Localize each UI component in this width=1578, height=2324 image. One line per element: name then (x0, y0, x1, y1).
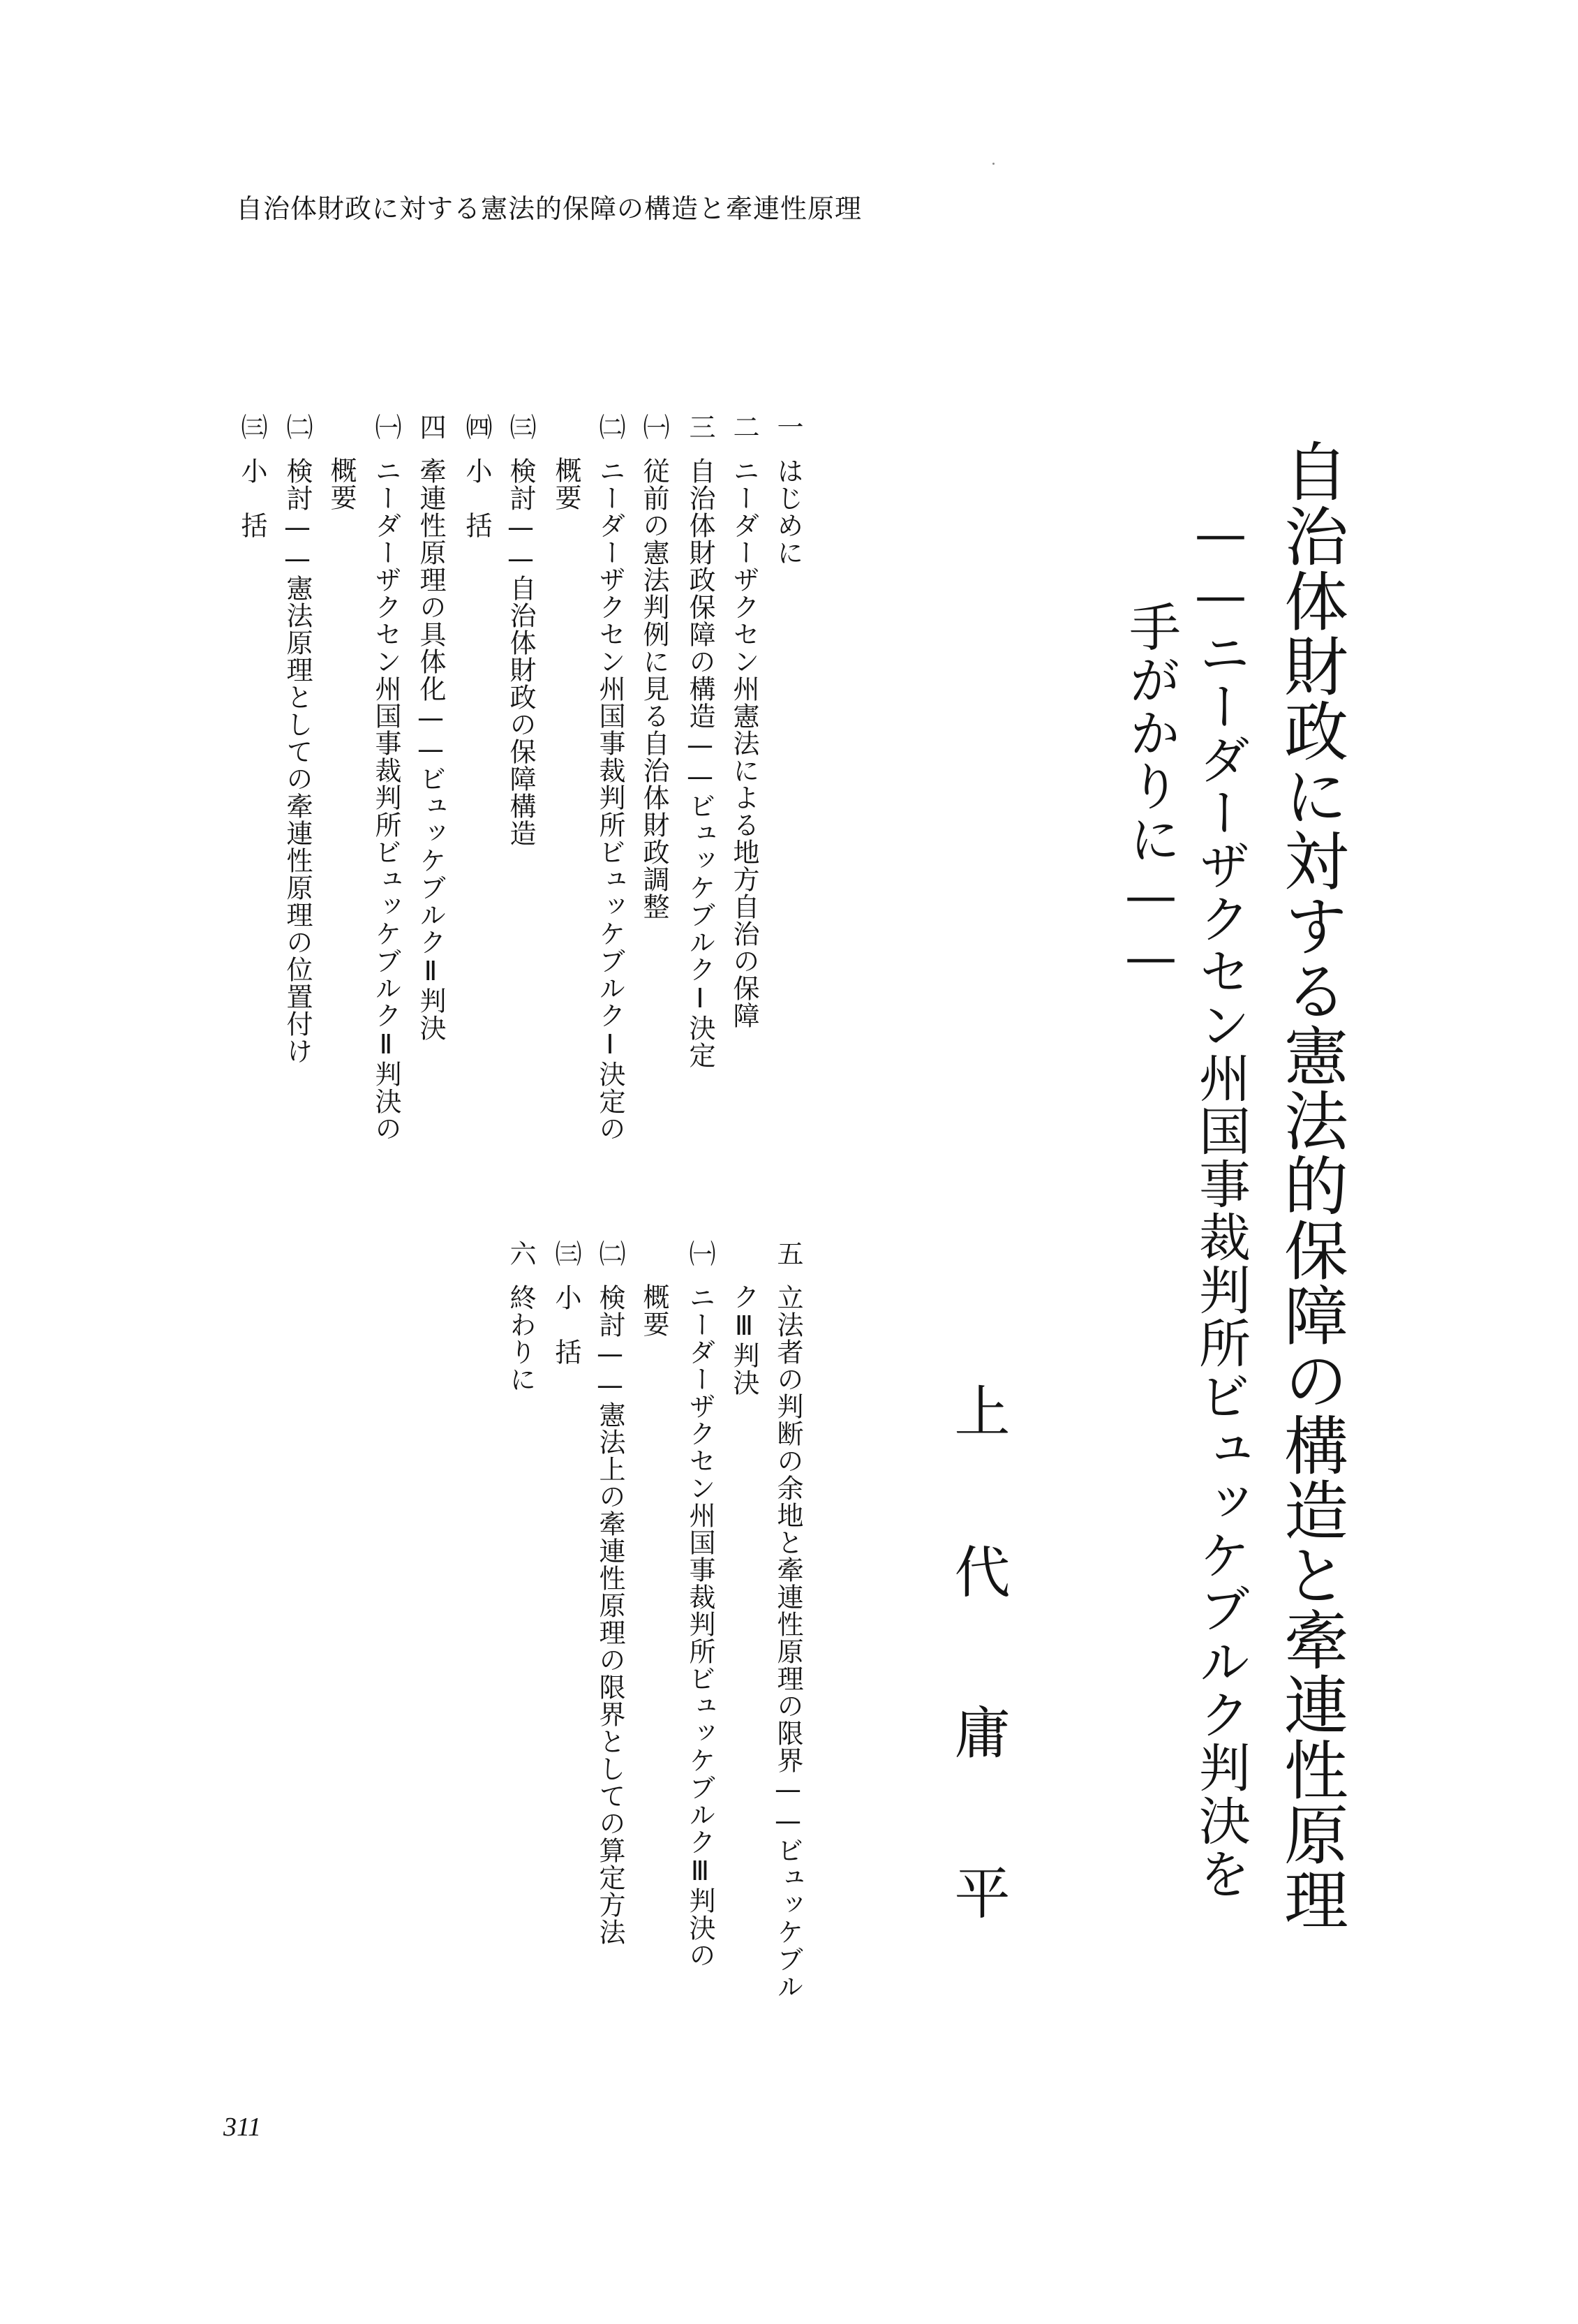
toc-text: 牽連性原理の具体化——ビュッケブルクⅡ判決 (415, 457, 446, 1042)
author-name: 上代庸平 (945, 1382, 1010, 2025)
toc-entry-4 (641, 413, 667, 920)
toc-number: ㈢ (237, 413, 267, 441)
toc-entry-11 (239, 413, 265, 539)
toc-text: ニーダーザクセン州国事裁判所ビュッケブルクⅠ決定の (595, 457, 625, 1142)
toc-number: ㈡ (595, 413, 625, 441)
toc-text: 検討——憲法原理としての牽連性原理の位置付け (282, 457, 313, 1065)
toc-text: クⅢ判決 (729, 1283, 759, 1396)
toc-text: 従前の憲法判例に見る自治体財政調整 (639, 457, 669, 920)
article-title: 自治体財政に対する憲法的保障の構造と牽連性原理 (1274, 438, 1348, 1932)
toc-entry-10 (284, 413, 311, 1065)
toc-entry-5-cont (553, 457, 579, 511)
toc-number: ㈠ (685, 1240, 715, 1267)
toc-entry-16 (507, 1240, 534, 1393)
toc-number: ㈢ (505, 413, 536, 441)
toc-number: 一 (773, 413, 803, 441)
toc-entry-13 (687, 1240, 713, 1969)
toc-text: 立法者の判断の余地と牽連性原理の限界——ビュッケブル (773, 1284, 803, 2000)
toc-number: ㈣ (461, 413, 492, 441)
toc-number: 四 (415, 413, 446, 441)
toc-text: 小 括 (461, 457, 492, 539)
toc-entry-12-cont (731, 1283, 757, 1396)
toc-text: 小 括 (237, 457, 267, 539)
toc-text: ニーダーザクセン州国事裁判所ビュッケブルクⅡ判決の (371, 457, 401, 1142)
toc-number: 三 (685, 413, 715, 441)
toc-entry-1 (775, 413, 801, 566)
toc-number: 五 (773, 1240, 803, 1267)
toc-text: 小 括 (551, 1284, 581, 1365)
page-number: 311 (223, 2112, 262, 2142)
toc-number: ㈡ (595, 1240, 625, 1267)
toc-entry-7 (463, 413, 490, 539)
toc-text: 概要 (551, 457, 581, 511)
toc-text: 概要 (326, 457, 357, 511)
toc-text: 検討——憲法上の牽連性原理の限界としての算定方法 (595, 1284, 625, 1946)
toc-number: ㈠ (371, 413, 401, 441)
toc-number: 六 (505, 1240, 536, 1267)
toc-number: ㈡ (282, 413, 313, 441)
toc-text: 終わりに (505, 1284, 536, 1393)
toc-text: 自治体財政保障の構造——ビュッケブルクⅠ決定 (685, 457, 715, 1069)
toc-entry-8 (417, 413, 444, 1042)
toc-entry-6 (507, 413, 534, 847)
toc-entry-14 (597, 1240, 623, 1946)
toc-text: ニーダーザクセン州国事裁判所ビュッケブルクⅢ判決の (685, 1284, 715, 1969)
toc-entry-13-cont (641, 1283, 667, 1338)
subtitle-line-2: 手がかりに—— (1121, 600, 1181, 989)
running-header: 自治体財政に対する憲法的保障の構造と牽連性原理 (236, 193, 863, 224)
toc-number: 二 (729, 413, 759, 441)
toc-number: ㈠ (639, 413, 669, 441)
toc-text: 検討——自治体財政の保障構造 (505, 457, 536, 847)
toc-text: 概要 (639, 1283, 669, 1338)
scan-speck (992, 163, 995, 165)
toc-entry-9 (373, 413, 399, 1142)
toc-entry-3 (687, 413, 713, 1069)
toc-entry-9-cont (328, 457, 355, 511)
toc-text: はじめに (773, 457, 803, 566)
toc-entry-12 (775, 1240, 801, 2000)
toc-entry-15 (553, 1240, 579, 1365)
toc-text: ニーダーザクセン州憲法による地方自治の保障 (729, 457, 759, 1029)
toc-number: ㈢ (551, 1240, 581, 1267)
subtitle-line-1: ——ニーダーザクセン州国事裁判所ビュッケブルク判決を (1191, 504, 1251, 1900)
toc-entry-2 (731, 413, 757, 1029)
toc-entry-5 (597, 413, 623, 1142)
